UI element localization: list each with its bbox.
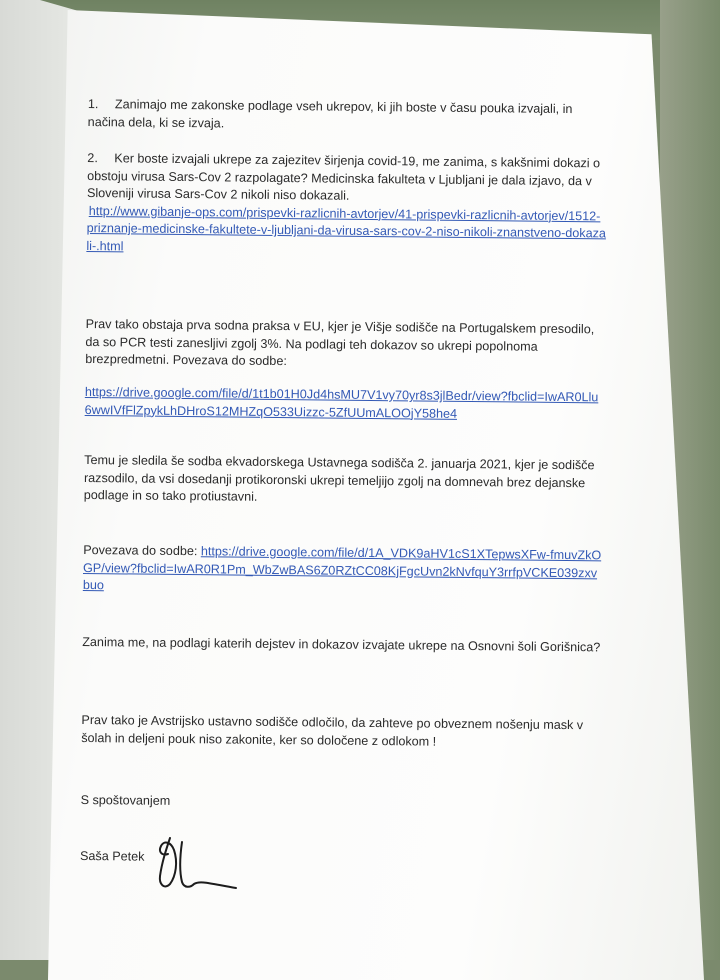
question-text: Zanima me, na podlagi katerih dejstev in dokazov izvajate ukrepe na Osnovni šoli Gorišnica? xyxy=(82,634,601,655)
ecuador-text: Temu je sledila še sodba ekvadorskega Ustavnega sodišča 2. januarja 2021, kjer je sodišče razsodilo, da vsi dosedanji protikoronski ukrepi temeljijo zgolj na domnevah brez dejanske podlage in so tako protiustavni. xyxy=(83,452,595,504)
portugal-ruling-link[interactable]: https://drive.google.com/file/d/1t1b01H0Jd4hsMU7V1vy70yr8s3jlBedr/view?fbclid=IwAR0Llu6wwIVfFlZpykLhDHroS12MHZqO533Uizzc-5ZfUUmALOOjY58he4 xyxy=(84,384,599,421)
closing-text: S spoštovanjem xyxy=(80,792,171,808)
item-1 xyxy=(88,96,608,136)
signatory-name: Saša Petek xyxy=(79,848,145,864)
item-2-number: 2. xyxy=(87,150,98,166)
item-2-text: Ker boste izvajali ukrepe za zajezitev širjenja covid-19, me zanima, s kakšnimi dokazi o obstoju virusa Sars-Cov 2 razpolagate? Medicinska fakulteta v Ljubljani je dala izjavo, da v Sloveniji virusa Sars-Cov 2 nikoli niso dokazali. xyxy=(86,151,601,203)
handwritten-signature xyxy=(152,832,242,896)
gibanje-ops-link[interactable]: http://www.gibanje-ops.com/prispevki-razlicnih-avtorjev/41-prispevki-razlicnih-avtorjev/1512-priznanje-medicinske-fakultete-v-ljubljani-da-virusa-sars-cov-2-niso-nikoli-znanstveno-dokazali-.html xyxy=(86,203,607,253)
ecuador-ruling-link[interactable]: https://drive.google.com/file/d/1A_VDK9aHV1cS1XTepwsXFw-fmuvZkOGP/view?fbclid=IwAR0R1Pm_WbZwBAS6Z0RZtCC08KjFgcUvn2kNvfquY3rrfpVCKE039zxvbuo xyxy=(82,544,602,593)
portugal-text: Prav tako obstaja prva sodna praksa v EU, kjer je Višje sodišče na Portugalskem presodilo, da so PCR testi zanesljivi zgolj 3%. Na podlagi teh dokazov so ukrepi popolnoma brezpredmetni. Povezava do sodbe: xyxy=(85,316,595,369)
item-1-text: Zanimajo me zakonske podlage vseh ukrepov, ki jih boste v času pouka izvajali, in načina dela, ki se izvaja. xyxy=(87,97,573,130)
austria-text: Prav tako je Avstrijsko ustavno sodišče odločilo, da zahteve po obveznem nošenju mask v šolah in deljeni pouk niso zakonite, ker so določene z odlokom ! xyxy=(81,712,584,749)
ecuador-link-label: Povezava do sodbe: xyxy=(83,542,201,559)
austria-paragraph xyxy=(81,712,601,752)
portugal-link-paragraph xyxy=(85,384,605,424)
portugal-paragraph xyxy=(85,316,606,374)
item-1-number: 1. xyxy=(87,96,99,112)
ecuador-link-paragraph xyxy=(83,542,604,600)
item-2 xyxy=(86,150,607,260)
ecuador-paragraph xyxy=(84,452,605,510)
